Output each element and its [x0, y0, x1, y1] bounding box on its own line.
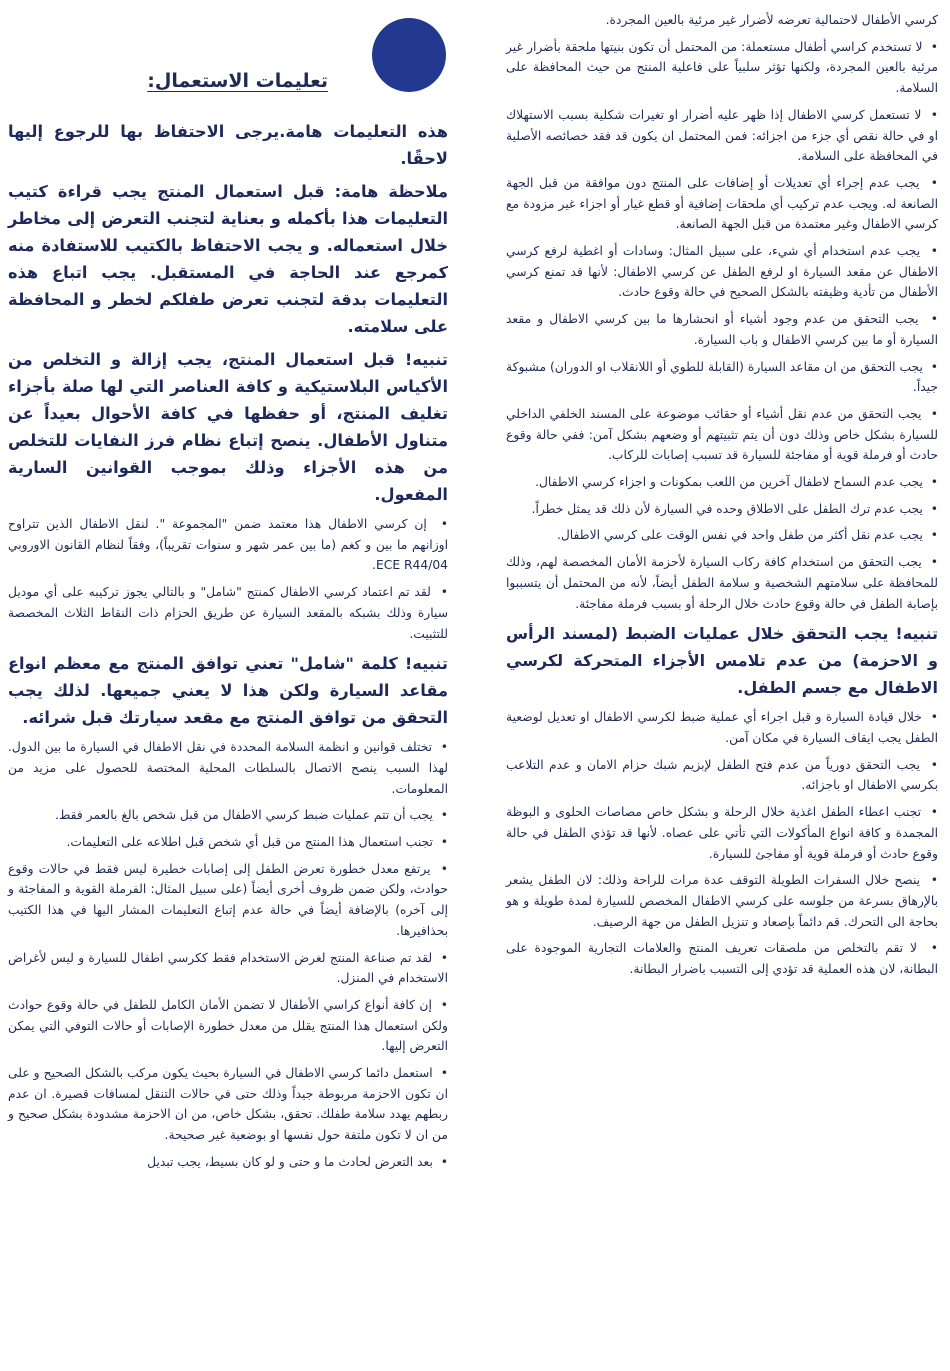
- list-item: • إن كرسي الاطفال هذا معتمد ضمن "المجموعة ". لنقل الاطفال الذين تتراوح اوزانهم ما بين و كغم (ما بين عمر شهر و سنوات تقريباً)، وفقاً لنظام القانون الاوروبي ECE R44/04.: [8, 514, 448, 576]
- list-item: • تجنب اعطاء الطفل اغذية خلال الرحلة و بشكل خاص مصاصات الحلوى و البوظة المجمدة و كافة انواع المأكولات التي تأتي على عصاه. لأنها قد تؤذي الطفل في حالة وقوع حادث أو فرملة قوية أو مفاجئ للسيارة.: [506, 802, 938, 864]
- list-item: • تجنب استعمال هذا المنتج من قبل أي شخص قبل اطلاعه على التعليمات.: [8, 832, 448, 853]
- list-item: • يجب عدم السماح لاطفال آخرين من اللعب بمكونات و اجزاء كرسي الاطفال.: [506, 472, 938, 493]
- list-item: • يجب التحقق دورياً من عدم فتح الطفل لإبزيم شبك حزام الامان و عدم التلاعب بكرسي الاطفال او باجزائه.: [506, 755, 938, 796]
- intro-text: هذه التعليمات هامة.يرجى الاحتفاظ بها للرجوع إليها لاحقًا.: [8, 122, 448, 168]
- list-item: • يجب عدم ترك الطفل على الاطلاق وحده في السيارة لأن ذلك قد يمثل خطراً.: [506, 499, 938, 520]
- continuation-text: كرسي الأطفال لاحتمالية تعرضه لأضرار غير مرئية بالعين المجردة.: [605, 13, 938, 27]
- warning-adjustment: تنبيه! يجب التحقق خلال عمليات الضبط (لمسند الرأس و الاحزمة) من عدم تلامس الأجزاء المتحركة لكرسي الاطفال مع جسم الطفل.: [506, 624, 938, 698]
- warning-packaging: تنبيه! قبل استعمال المنتج، يجب إزالة و التخلص من الأكياس البلاستيكية و كافة العناصر التي لها صلة بأجزاء تغليف المنتج، أو حفظها في كافة الأحوال بعيداً عن متناول الأطفال. ينصح إتباع نظام فرز النفايات للتخلص من هذه الأجزاء وذلك بموجب القوانين السارية المفعول.: [8, 350, 448, 504]
- list-item: • يجب عدم نقل أكثر من طفل واحد في نفس الوقت على كرسي الاطفال.: [506, 525, 938, 546]
- list-item: • بعد التعرض لحادث ما و حتى و لو كان بسيط، يجب تبديل: [8, 1152, 448, 1173]
- list-item: • لقد تم اعتماد كرسي الاطفال كمنتج "شامل" و بالتالي يجوز تركيبه على أي موديل سيارة وذلك بشبكه بالمقعد السيارة عن طريق الحزام ذات النقاط الثلاث المخصصة للتثبيت.: [8, 582, 448, 644]
- right-bullets-1: [506, 37, 938, 615]
- list-item: • إن كافة أنواع كراسي الأطفال لا تضمن الأمان الكامل للطفل في حالة وقوع حوادث ولكن استعمال هذا المنتج يقلل من معدل خطورة الإصابات أو حالات التوفي التي يمكن التعرض إليها.: [8, 995, 448, 1057]
- right-column: [506, 10, 938, 986]
- page-title: تعليمات الاستعمال:: [147, 70, 328, 92]
- left-bullets-1: [8, 514, 448, 644]
- list-item: • لا تستعمل كرسي الاطفال إذا ظهر عليه أضرار او تغيرات شكلية بسبب الاستهلاك او في حالة نقص أي جزء من اجزائه: فمن المحتمل ان يكون قد فقد خصائصه الأصلية في المحافظة على السلامة.: [506, 105, 938, 167]
- list-item: • يجب عدم استخدام أي شيء، على سبيل المثال: وسادات أو اغطية لرفع كرسي الاطفال عن مقعد السيارة او لرفع الطفل عن كرسي الاطفال: لأنها قد تمنع كرسي الأطفال من تأدية وظيفته بالشكل الصحيح في حالة وقوع حادث.: [506, 241, 938, 303]
- list-item: • استعمل دائما كرسي الاطفال في السيارة بحيث يكون مركب بالشكل الصحيح و على ان تكون الاحزمة مربوطة جيداً وذلك حتى في حالات التنقل لمسافات قصيرة. ان عدم ربطهم يهدد سلامة طفلك. تحقق، بشكل خاص، من ان الاحزمة مشدودة بشكل صحيح و من ان لا تكون ملتفة حول نفسها او بوضعية غير صحيحة.: [8, 1063, 448, 1146]
- right-bullets-2: [506, 707, 938, 979]
- list-item: • خلال قيادة السيارة و قبل اجراء أي عملية ضبط لكرسي الاطفال او تعديل لوضعية الطفل يجب ايقاف السيارة في مكان آمن.: [506, 707, 938, 748]
- list-item: • يرتفع معدل خطورة تعرض الطفل إلى إصابات خطيرة ليس فقط في حالات وقوع حوادث، ولكن ضمن ظروف أخرى أيضاً (على سبيل المثال: الفرملة القوية و المفاجئة و إلى آخره) بالإضافة أيضاً في حالة عدم إتباع التعليمات المشار اليها في هذا الكتيب بحذافيرها.: [8, 859, 448, 942]
- list-item: • تختلف قوانين و انظمة السلامة المحددة في نقل الاطفال في السيارة ما بين الدول. لهذا السبب ينصح الاتصال بالسلطات المحلية المختصة للحصول على مزيد من المعلومات.: [8, 737, 448, 799]
- warning-universal: تنبيه! كلمة "شامل" تعني توافق المنتج مع معظم انواع مقاعد السيارة ولكن هذا لا يعني جميعها. لذلك يجب التحقق من توافق المنتج مع مقعد سيارتك قبل شرائه.: [8, 654, 448, 728]
- list-item: • يجب التحقق من عدم نقل أشياء أو حقائب موضوعة على المسند الخلفي الداخلي للسيارة بشكل خاص وذلك دون أن يتم تثبيتهم أو وضعهم بشكل آمن: ففي حالة وقوع حادث أو فرملة قوية أو مفاجئة للسيارة قد تسبب إصابات للركاب.: [506, 404, 938, 466]
- list-item: • لا تقم بالتخلص من ملصقات تعريف المنتج والعلامات التجارية الموجودة على البطانة، لان هذه العملية قد تؤدي إلى التسبب باضرار البطانة.: [506, 938, 938, 979]
- list-item: • لا تستخدم كراسي أطفال مستعملة: من المحتمل أن تكون بنيتها ملحقة بأضرار غير مرئية بالعين المجردة، ولكنها تؤثر سلبياً على فاعلية المنتج من حيث المحافظة على السلامة.: [506, 37, 938, 99]
- list-item: • يجب التحقق من عدم وجود أشياء أو انحشارها ما بين كرسي الاطفال و مقعد السيارة أو ما بين كرسي الاطفال و باب السيارة.: [506, 309, 938, 350]
- list-item: • يجب التحقق من ان مقاعد السيارة (القابلة للطوي أو اللانقلاب او الدوران) مشبوكة جيداً.: [506, 357, 938, 398]
- list-item: • يجب أن تتم عمليات ضبط كرسي الاطفال من قبل شخص بالغ بالعمر فقط.: [8, 805, 448, 826]
- list-item: • يجب التحقق من استخدام كافة ركاب السيارة لأحزمة الأمان المخصصة لهم، وذلك للمحافظة على سلامتهم الشخصية و سلامة الطفل أيضاً، لأنه من المحتمل أن يتسببوا بإصابة الطفل في حالة وقوع حادث خلال الرحلة أو بسبب فرملة مفاجئة.: [506, 552, 938, 614]
- left-column: [8, 16, 448, 1179]
- list-item: • ينصح خلال السفرات الطويلة التوقف عدة مرات للراحة وذلك: لان الطفل يشعر بالإرهاق بسرعة من جلوسه على كرسي الاطفال المخصص للسيارة لمدة طويلة و هو بحاجة الى التحرك. قم دائماً بإصعاد و تنزيل الطفل من جهة الرصيف.: [506, 870, 938, 932]
- important-note: ملاحظة هامة: قبل استعمال المنتج يجب قراءة كتيب التعليمات هذا بأكمله و بعناية لتجنب التعرض إلى مخاطر خلال استعماله. و يجب الاحتفاظ بالكتيب للاستفادة منه كمرجع عند الحاجة في المستقبل. يجب اتباع هذه التعليمات بدقة لتجنب تعرض طفلكم لخطر و المحافظة على سلامته.: [8, 182, 448, 336]
- left-bullets-2: [8, 737, 448, 1172]
- list-item: • لقد تم صناعة المنتج لغرض الاستخدام فقط ككرسي اطفال للسيارة و ليس لأغراض الاستخدام في المنزل.: [8, 948, 448, 989]
- list-item: • يجب عدم إجراء أي تعديلات أو إضافات على المنتج دون موافقة من قبل الجهة الصانعة له. ويجب عدم تركيب أي ملحقات إضافية أو قطع غيار أو اجزاء غير مزودة مع كرسي الاطفال وغير معتمدة من قبل الجهة الصانعة.: [506, 173, 938, 235]
